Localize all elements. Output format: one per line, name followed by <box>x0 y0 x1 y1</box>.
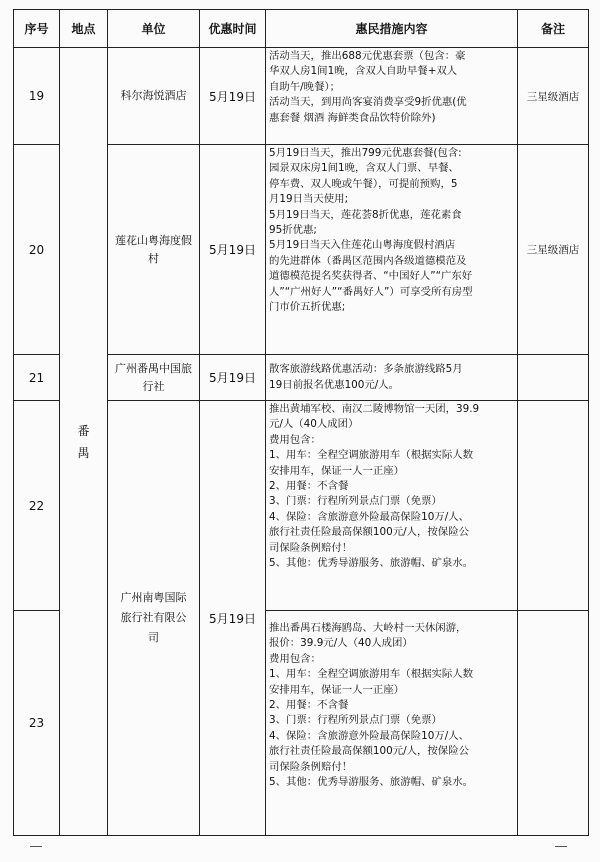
content-line: 月19日当天使用; <box>269 193 349 206</box>
content-line: 5、其他：优秀导游服务、旅游帽、矿泉水。 <box>269 557 474 570</box>
header-note: 备注 <box>518 10 589 48</box>
row-note: 三星级酒店 <box>518 145 589 355</box>
row-content <box>266 355 518 401</box>
row-content <box>266 611 518 836</box>
content-line: 3、门票：行程所列景点门票（免票） <box>269 714 442 727</box>
content-line: 2、用餐：不含餐 <box>269 480 349 493</box>
content-line: 人”“广州好人”“番禺好人”）可享受所有房型 <box>269 285 473 298</box>
place-cell <box>60 48 108 836</box>
page-corner-mark <box>555 846 567 857</box>
content-line: 5月19日当天入住莲花山粤海度假村酒店 <box>269 239 456 252</box>
content-line: 华双人房1间1晚，含双人自助早餐+双人 <box>269 65 458 78</box>
content-line: 5、其他：优秀导游服务、旅游帽、矿泉水。 <box>269 776 474 789</box>
header-content: 惠民措施内容 <box>266 10 518 48</box>
content-line: 活动当天，到用尚客宴消费享受9折优惠(优 <box>269 96 467 109</box>
content-line: 5月19日当天，推出799元优惠套餐(包含: <box>269 147 462 159</box>
row-seq: 21 <box>14 355 60 401</box>
content-line: 5月19日当天，莲花荟8折优惠，莲花素食 <box>269 208 462 221</box>
table-row <box>14 48 589 145</box>
page-corner-mark <box>30 846 42 857</box>
row-content <box>266 145 518 355</box>
content-line: 自助午/晚餐）； <box>269 80 341 93</box>
row-unit: 广州番禺中国旅行社 <box>108 355 200 401</box>
content-line: 的先进群体（番禺区范围内各级道德模范及 <box>269 254 467 267</box>
row-unit: 莲花山粤海度假村 <box>108 145 200 355</box>
content-line: 惠套餐 烟酒 海鲜类食品饮特价除外) <box>269 111 436 124</box>
measures-table <box>13 9 589 836</box>
content-line: 旅行社责任险最高保额100元/人，按保险公 <box>269 745 469 758</box>
row-time: 5月19日 <box>200 355 266 401</box>
content-line: 费用包含： <box>269 652 321 665</box>
row-time-merged: 5月19日 <box>200 401 266 836</box>
row-seq: 19 <box>14 48 60 145</box>
content-line: 安排用车，保证一人一正座） <box>269 464 405 477</box>
content-line: 4、保险：含旅游意外险最高保险10万/人、 <box>269 729 469 742</box>
content-line: 推出黄埔军校、南汉二陵博物馆一天团，39.9 <box>269 403 480 415</box>
content-line: 1、用车：全程空调旅游用车（根据实际人数 <box>269 668 474 681</box>
content-line: 2、用餐：不含餐 <box>269 699 349 712</box>
content-line: 1、用车：全程空调旅游用车（根据实际人数 <box>269 449 474 462</box>
header-time: 优惠时间 <box>200 10 266 48</box>
content-line: 报价：39.9元/人（40人成团） <box>269 637 413 650</box>
header-seq: 序号 <box>14 10 60 48</box>
row-time: 5月19日 <box>200 145 266 355</box>
content-line: 推出番禺石楼海鸥岛、大岭村一天休闲游， <box>269 622 467 634</box>
content-line: 司保险条例赔付！ <box>269 541 353 554</box>
place-value: 番禺 <box>77 423 90 460</box>
content-line: 旅行社责任险最高保额100元/人，按保险公 <box>269 526 469 539</box>
content-line: 费用包含： <box>269 433 321 446</box>
content-line: 司保险条例赔付！ <box>269 760 353 773</box>
content-line: 19日前报名优惠100元/人。 <box>269 378 400 391</box>
row-seq: 22 <box>14 401 60 611</box>
content-line: 门市价五折优惠; <box>269 301 346 314</box>
row-seq: 20 <box>14 145 60 355</box>
content-line: 停车费、双人晚或午餐），可提前预购，5 <box>269 177 458 190</box>
content-line: 活动当天，推出688元优惠套票（包含：豪 <box>269 50 466 62</box>
header-row <box>14 10 589 48</box>
row-unit: 科尔海悦酒店 <box>108 48 200 145</box>
row-unit-merged: 广州南粤国际旅行社有限公司 <box>108 401 200 836</box>
content-line: 4、保险：含旅游意外险最高保险10万/人、 <box>269 510 469 523</box>
content-line: 元/人（40人成团） <box>269 418 359 431</box>
content-line: 道德模范提名奖获得者、“中国好人”“广东好 <box>269 270 473 283</box>
row-content <box>266 48 518 145</box>
row-note: 三星级酒店 <box>518 48 589 145</box>
content-line: 95折优惠; <box>269 224 317 237</box>
content-line: 安排用车，保证一人一正座） <box>269 683 405 696</box>
row-time: 5月19日 <box>200 48 266 145</box>
row-note <box>518 401 589 611</box>
row-note <box>518 355 589 401</box>
content-line: 3、门票：行程所列景点门票（免票） <box>269 495 442 508</box>
row-note <box>518 611 589 836</box>
content-line: 散客旅游线路优惠活动：多条旅游线路5月 <box>269 363 463 376</box>
header-place: 地点 <box>60 10 108 48</box>
header-unit: 单位 <box>108 10 200 48</box>
row-content <box>266 401 518 611</box>
row-seq: 23 <box>14 611 60 836</box>
content-line: 园景双床房1间1晚，含双人门票、早餐、 <box>269 162 459 175</box>
